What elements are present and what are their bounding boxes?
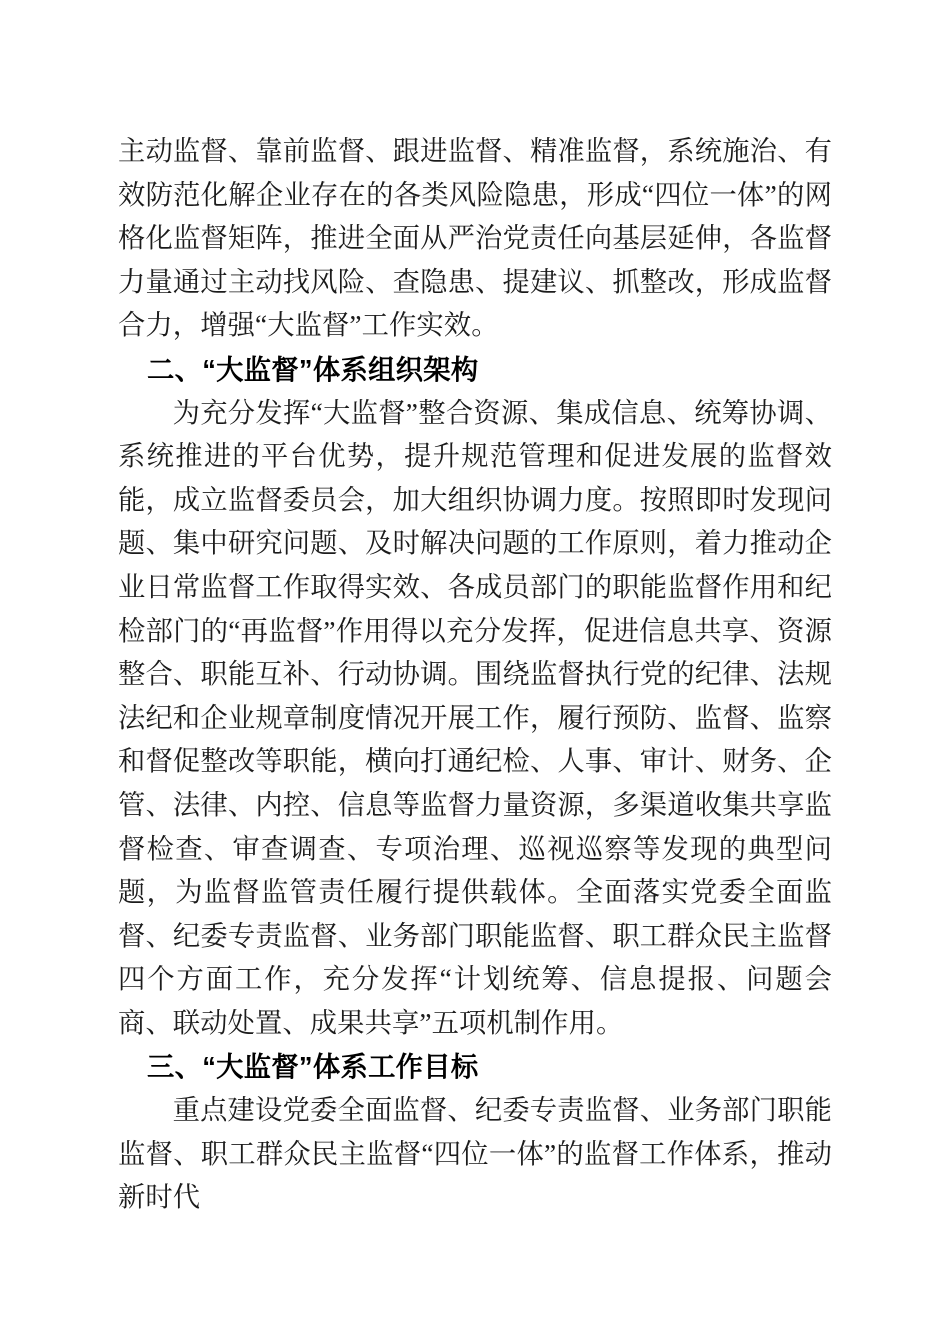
document-body (118, 130, 832, 1220)
section-heading-two: 二、“大监督”体系组织架构 (147, 353, 479, 385)
paragraph-continuation: 主动监督、靠前监督、跟进监督、精准监督，系统施治、有效防范化解企业存在的各类风险隐患，形成“四位一体”的网格化监督矩阵，推进全面从严治党责任向基层延伸，各监督力量通过主动找风险、查隐患、提建议、抓整改，形成监督合力，增强“大监督”工作实效。 (118, 136, 832, 341)
paragraph-section-two: 为充分发挥“大监督”整合资源、集成信息、统筹协调、系统推进的平台优势，提升规范管理和促进发展的监督效能，成立监督委员会，加大组织协调力度。按照即时发现问题、集中研究问题、及时解决问题的工作原则，着力推动企业日常监督工作取得实效、各成员部门的职能监督作用和纪检部门的“再监督”作用得以充分发挥，促进信息共享、资源整合、职能互补、行动协调。围绕监督执行党的纪律、法规法纪和企业规章制度情况开展工作，履行预防、监督、监察和督促整改等职能，横向打通纪检、人事、审计、财务、企管、法律、内控、信息等监督力量资源，多渠道收集共享监督检查、审查调查、专项治理、巡视巡察等发现的典型问题，为监督监管责任履行提供载体。全面落实党委全面监督、纪委专责监督、业务部门职能监督、职工群众民主监督四个方面工作，充分发挥“计划统筹、信息提报、问题会商、联动处置、成果共享”五项机制作用。 (118, 397, 832, 1038)
section-heading-three: 三、“大监督”体系工作目标 (147, 1051, 479, 1083)
paragraph-section-three: 重点建设党委全面监督、纪委专责监督、业务部门职能监督、职工群众民主监督“四位一体”的监督工作体系，推动新时代 (118, 1095, 832, 1213)
